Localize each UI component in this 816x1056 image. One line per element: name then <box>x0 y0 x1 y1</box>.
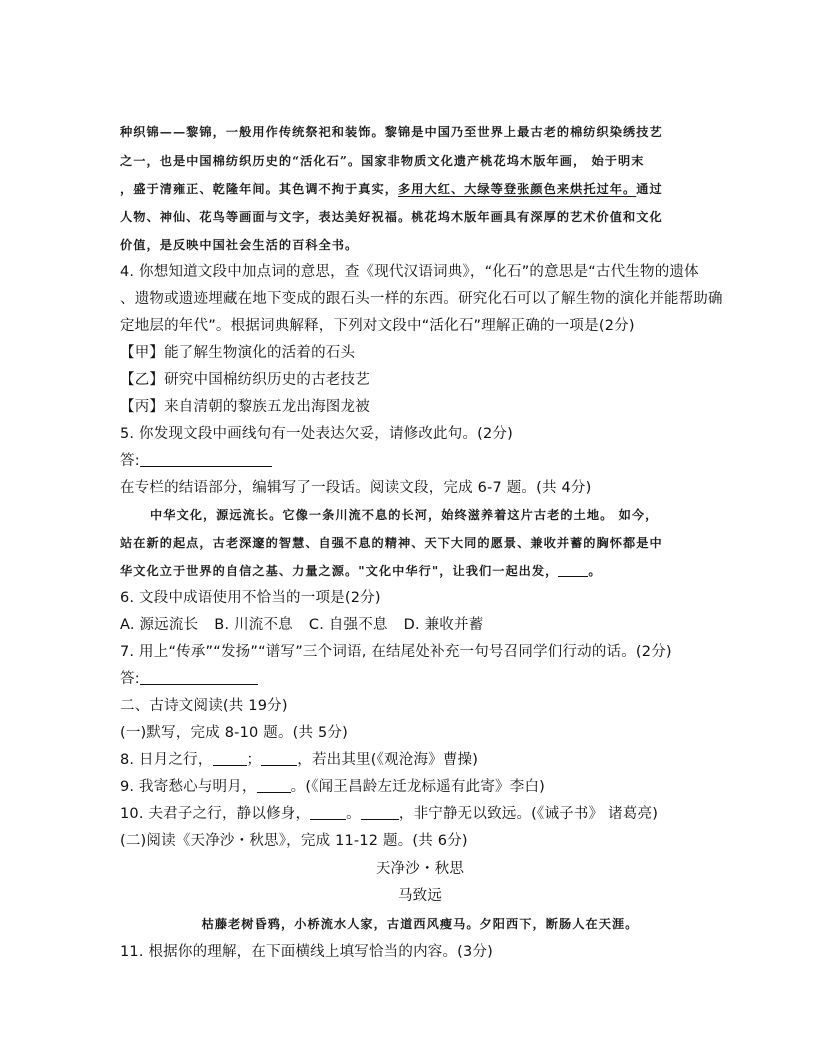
passage2-line2: 站在新的起点，古老深邃的智慧、自强不息的精神、天下大同的愿景、兼收并蓄的胸怀都是中 <box>120 536 663 550</box>
passage1-line4: 人物、神仙、花鸟等画面与文字，表达美好祝福。桃花坞木版年画具有深厚的艺术价值和文化 <box>120 210 663 224</box>
q8-line <box>120 750 720 770</box>
passage2-line1: 中华文化，源远流长。它像一条川流不息的长河，始终滋养着这片古老的土地。 如今， <box>150 508 659 522</box>
q9-line <box>120 777 720 797</box>
q5-question: 5. 你发现文段中画线句有一处表达欠妥，请修改此句。(2分) <box>120 426 513 442</box>
q6-question: 6. 文段中成语使用不恰当的一项是(2分) <box>120 590 381 606</box>
passage2-line3-end: 。 <box>588 564 602 578</box>
q6-option-d: D. 兼收并蓄 <box>403 617 484 633</box>
q10-blank-1[interactable] <box>310 805 346 820</box>
passage1-line3-a: ，盛于清雍正、乾隆年间。其色调不拘于真实， <box>120 182 398 196</box>
q10-text-b: ，非宁静无以致远。(《诫子书》 诸葛亮) <box>398 806 659 822</box>
q10-text-mid: 。 <box>346 806 361 822</box>
q4-option-jia: 【甲】能了解生物演化的活着的石头 <box>120 345 356 361</box>
q5-answer-line <box>120 451 720 471</box>
q7-answer-blank[interactable] <box>140 670 258 685</box>
q9-text-b: 。(《闻王昌龄左迁龙标遥有此寄》李白) <box>290 779 546 795</box>
q8-blank-2[interactable] <box>261 751 297 766</box>
q9-blank[interactable] <box>257 778 291 793</box>
q6-option-c: C. 自强不息 <box>308 617 388 633</box>
passage1-line1: 种织锦——黎锦，一般用作传统祭祀和装饰。黎锦是中国乃至世界上最古老的棉纺织染绣技艺 <box>120 125 663 139</box>
q8-text-a: 8. 日月之行， <box>120 752 213 768</box>
subsection-2-heading: (二)阅读《天净沙・秋思》，完成 11-12 题。(共 6分) <box>120 833 468 849</box>
q8-separator: ； <box>246 752 262 768</box>
q10-blank-2[interactable] <box>361 805 399 820</box>
poem-text: 枯藤老树昏鸦，小桥流水人家，古道西风瘦马。夕阳西下，断肠人在天涯。 <box>201 917 639 931</box>
q4-line1: 4. 你想知道文段中加点词的意思，查《现代汉语词典》，“化石”的意思是“古代生物的遗体 <box>120 264 699 280</box>
q6-option-b: B. 川流不息 <box>214 617 293 633</box>
q6-options <box>120 615 720 635</box>
poem-author: 马致远 <box>397 888 443 904</box>
passage2-line3-text: 华文化立于世界的自信之基、力量之源。"文化中华行"，让我们一起出发， <box>120 564 559 578</box>
passage1-line3 <box>120 179 720 199</box>
q11-question: 11. 根据你的理解，在下面横线上填写恰当的内容。(3分) <box>120 944 494 960</box>
q4-option-bing: 【丙】来自清朝的黎族五龙出海图龙被 <box>120 399 370 415</box>
underlined-sentence: 多用大红、大绿等登张颜色来烘托过年。 <box>398 182 637 196</box>
q10-line <box>120 804 720 824</box>
q4-line2: 、遗物或遗迹埋藏在地下变成的跟石头一样的东西。研究化石可以了解生物的演化并能帮助确 <box>120 291 723 307</box>
passage1-line2: 之一，也是中国棉纺织历史的“活化石”。国家非物质文化遗产桃花坞木版年画， 始于明末 <box>120 154 645 168</box>
poem-title: 天净沙・秋思 <box>375 861 465 877</box>
q8-blank-1[interactable] <box>213 751 247 766</box>
passage1-line3-b: 通过 <box>636 182 663 196</box>
q4-option-yi: 【乙】研究中国棉纺织历史的古老技艺 <box>120 372 370 388</box>
q5-answer-label: 答: <box>120 453 140 469</box>
subsection-1-heading: (一)默写，完成 8-10 题。(共 5分) <box>120 725 348 741</box>
q8-text-b: ，若出其里(《观沧海》曹操) <box>297 752 479 768</box>
q7-answer-label: 答: <box>120 671 140 687</box>
intro-q6-7: 在专栏的结语部分，编辑写了一段话。阅读文段，完成 6-7 题。(共 4分) <box>120 480 592 496</box>
passage2-line3 <box>120 561 720 581</box>
q5-answer-blank[interactable] <box>140 452 272 467</box>
passage1-line5: 价值，是反映中国社会生活的百科全书。 <box>120 238 359 252</box>
passage2-blank[interactable] <box>558 562 588 577</box>
q4-line3: 定地层的年代”。根据词典解释，下列对文段中“活化石”理解正确的一项是(2分) <box>120 318 635 334</box>
q10-text-a: 10. 夫君子之行，静以修身， <box>120 806 311 822</box>
section-2-heading: 二、古诗文阅读(共 19分) <box>120 698 288 714</box>
q7-answer-line <box>120 669 720 689</box>
q9-text-a: 9. 我寄愁心与明月， <box>120 779 257 795</box>
q7-question: 7. 用上“传承”“发扬”“谱写”三个词语, 在结尾处补充一句号召同学们行动的话。(2分) <box>120 644 672 660</box>
q6-option-a: A. 源远流长 <box>120 617 199 633</box>
